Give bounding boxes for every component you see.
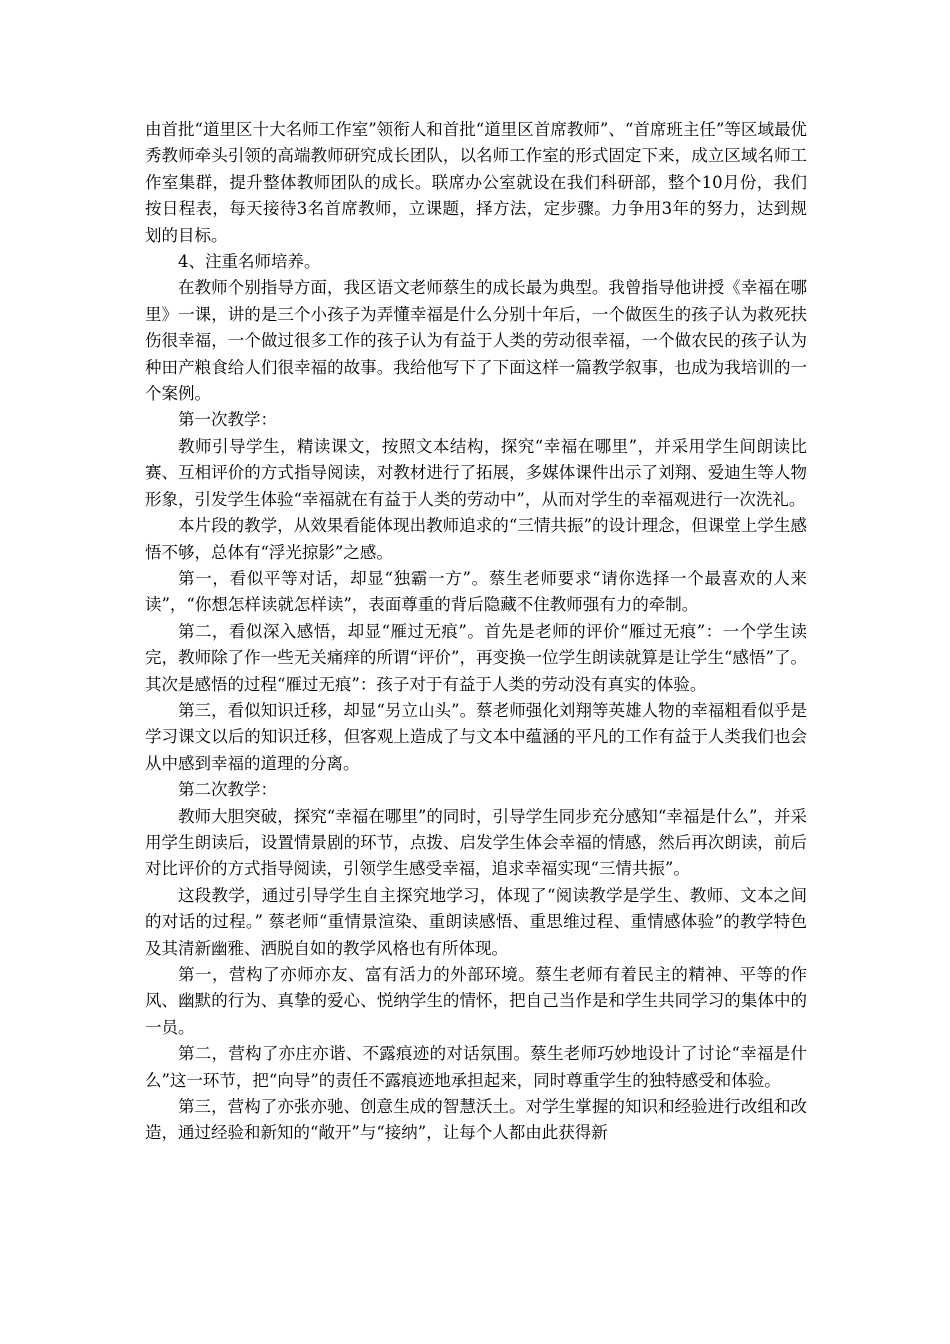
paragraph-second-teaching-title: 第二次教学： [178,780,277,800]
paragraph-second-evaluation: 这段教学，通过引导学生自主探究地学习，体现了“阅读教学是学生、教师、文本之间的对话的过程。” 蔡老师“重情景渲染、重朗读感悟、重思维过程、重情感体验”的教学特色及其清新幽雅、洒脱自如的教学风格也有所体现。 [145,885,807,958]
paragraph-first-evaluation: 本片段的教学，从效果看能体现出教师追求的“三情共振”的设计理念，但课堂上学生感悟不够，总体有“浮光掠影”之感。 [145,516,807,562]
document-page [145,117,807,1147]
paragraph-first-teaching-title: 第一次教学： [178,410,277,430]
paragraph-first-point-2: 第二，看似深入感悟，却显“雁过无痕”。首先是老师的评价“雁过无痕”：一个学生读完，教师除了作一些无关痛痒的所谓“评价”，再变换一位学生朗读就算是让学生“感悟”了。其次是感悟的过程“雁过无痕”：孩子对于有益于人类的劳动没有真实的体验。 [145,621,807,694]
paragraph-intro: 由首批“道里区十大名师工作室”领衔人和首批“道里区首席教师”、“首席班主任”等区域最优秀教师牵头引领的高端教师研究成长团队，以名师工作室的形式固定下来，成立区域名师工作室集群，提升整体教师团队的成长。联席办公室就设在我们科研部，整个10月份，我们按日程表，每天接待3名首席教师，立课题，择方法，定步骤。力争用3年的努力，达到规划的目标。 [145,120,807,245]
paragraph-second-point-1: 第一，营构了亦师亦友、富有活力的外部环境。蔡生老师有着民主的精神、平等的作风、幽默的行为、真挚的爱心、悦纳学生的情怀，把自己当作是和学生共同学习的集体中的一员。 [145,965,807,1037]
paragraph-first-point-1: 第一，看似平等对话，却显“独霸一方”。蔡生老师要求“请你选择一个最喜欢的人来读”，“你想怎样读就怎样读”，表面尊重的背后隐藏不住教师强有力的牵制。 [145,568,807,615]
paragraph-heading-4: 4、注重名师培养。 [178,252,321,272]
paragraph-first-point-3: 第三，看似知识迁移，却显“另立山头”。蔡老师强化刘翔等英雄人物的幸福粗看似乎是学习课文以后的知识迁移，但客观上造成了与文本中蕴涵的平凡的工作有益于人类我们也会从中感到幸福的道理的分离。 [145,700,807,773]
paragraph-first-teaching-body: 教师引导学生，精读课文，按照文本结构，探究“幸福在哪里”，并采用学生间朗读比赛、互相评价的方式指导阅读，对教材进行了拓展，多媒体课件出示了刘翔、爱迪生等人物形象，引发学生体验“幸福就在有益于人类的劳动中”，从而对学生的幸福观进行一次洗礼。 [145,436,807,509]
paragraph-second-point-2: 第二，营构了亦庄亦谐、不露痕迹的对话氛围。蔡生老师巧妙地设计了讨论“幸福是什么”这一环节，把“向导”的责任不露痕迹地承担起来，同时尊重学生的独特感受和体验。 [145,1044,807,1090]
paragraph-second-point-3: 第三，营构了亦张亦驰、创意生成的智慧沃土。对学生掌握的知识和经验进行改组和改造，通过经验和新知的“敞开”与“接纳”，让每个人都由此获得新 [145,1097,807,1143]
paragraph-second-teaching-body: 教师大胆突破，探究“幸福在哪里”的同时，引导学生同步充分感知“幸福是什么”，并采用学生朗读后，设置情景剧的环节，点拨、启发学生体会幸福的情感，然后再次朗读，前后对比评价的方式指导阅读，引领学生感受幸福，追求幸福实现“三情共振”。 [145,806,807,879]
paragraph-guidance: 在教师个别指导方面，我区语文老师蔡生的成长最为典型。我曾指导他讲授《幸福在哪里》一课，讲的是三个小孩子为弄懂幸福是什么分别十年后，一个做医生的孩子认为救死扶伤很幸福，一个做过很多工作的孩子认为有益于人类的劳动很幸福，一个做农民的孩子认为种田产粮食给人们很幸福的故事。我给他写下了下面这样一篇教学叙事，也成为我培训的一个案例。 [145,278,807,404]
